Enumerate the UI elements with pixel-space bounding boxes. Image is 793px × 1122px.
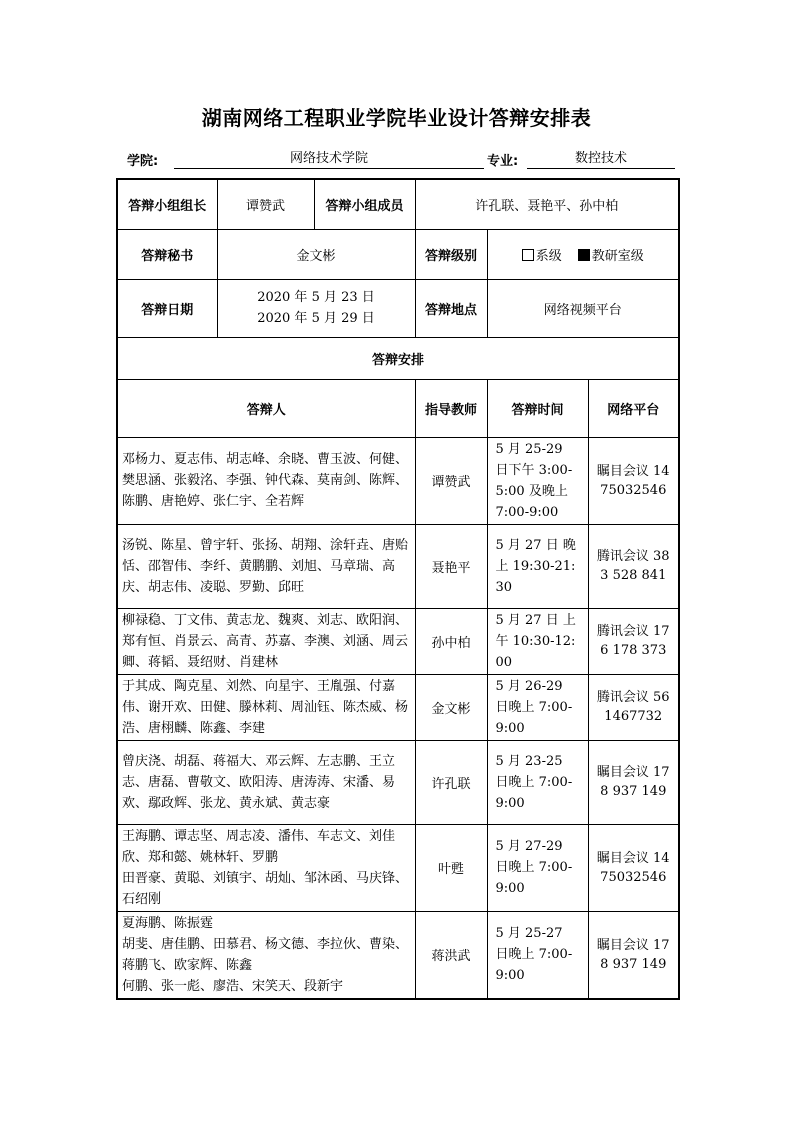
members-label: 答辩小组成员 — [314, 179, 415, 229]
table-row — [117, 608, 679, 674]
meta-line — [117, 150, 677, 172]
level-label: 答辩级别 — [415, 229, 487, 279]
students-cell: 邓杨力、夏志伟、胡志峰、余晓、曹玉波、何健、樊思涵、张毅洺、李强、钟代森、莫南剑、陈辉、陈鹏、唐艳婷、张仁宇、全若辉 — [117, 437, 415, 524]
leader-label: 答辩小组组长 — [117, 179, 217, 229]
time-cell: 5 月 27 日 晚上 19:30-21:30 — [487, 524, 588, 608]
header-students: 答辩人 — [117, 379, 415, 437]
teacher-cell: 许孔联 — [415, 740, 487, 824]
platform-cell: 瞩目会议 1475032546 — [588, 437, 679, 524]
students-cell: 王海鹏、谭志坚、周志凌、潘伟、车志文、刘佳欣、郑和懿、姚林轩、罗鹏 田晋豪、黄聪、刘镇宇、胡灿、邹沐函、马庆锋、石绍刚 — [117, 824, 415, 911]
teacher-cell: 谭赞武 — [415, 437, 487, 524]
table-row — [117, 911, 679, 999]
defense-schedule-table — [116, 178, 680, 1000]
students-cell: 曾庆浇、胡磊、蒋福大、邓云辉、左志鹏、王立志、唐磊、曹敬文、欧阳涛、唐涛涛、宋潘、易欢、鄢政辉、张龙、黄永斌、黄志豪 — [117, 740, 415, 824]
students-cell: 于其成、陶克星、刘然、向星宇、王胤强、付嘉伟、谢开欢、田健、滕林莉、周汕钰、陈杰威、杨浩、唐栩麟、陈鑫、李建 — [117, 674, 415, 740]
level-option-dept: 系级 — [535, 248, 562, 264]
section-title-row — [117, 337, 679, 379]
time-cell: 5 月 26-29 日晚上 7:00-9:00 — [487, 674, 588, 740]
platform-cell: 腾讯会议 561467732 — [588, 674, 679, 740]
level-options — [487, 229, 679, 279]
teacher-cell: 孙中柏 — [415, 608, 487, 674]
header-row — [117, 379, 679, 437]
level-option-office: 教研室级 — [591, 248, 644, 264]
college-value: 网络技术学院 — [174, 150, 484, 169]
major-label: 专业: — [487, 154, 519, 169]
college-label: 学院: — [127, 154, 159, 169]
platform-cell: 瞩目会议 1475032546 — [588, 824, 679, 911]
table-row — [117, 674, 679, 740]
students-cell: 汤锐、陈星、曾宇轩、张扬、胡翔、涂轩垚、唐贻恬、邵智伟、李纤、黄鹏鹏、刘旭、马章瑞、高庆、胡志伟、凌聪、罗勤、邱旺 — [117, 524, 415, 608]
date-line-1: 2020 年 5 月 23 日 — [257, 290, 375, 305]
teacher-cell: 聂艳平 — [415, 524, 487, 608]
date-line-2: 2020 年 5 月 29 日 — [257, 311, 375, 326]
leader-value: 谭赞武 — [217, 179, 314, 229]
table-row — [117, 524, 679, 608]
table-row — [117, 824, 679, 911]
filled-checkbox-icon — [578, 249, 590, 261]
place-value: 网络视频平台 — [487, 279, 679, 337]
platform-cell: 腾讯会议 383 528 841 — [588, 524, 679, 608]
secretary-label: 答辩秘书 — [117, 229, 217, 279]
time-cell: 5 月 23-25 日晚上 7:00-9:00 — [487, 740, 588, 824]
date-value — [217, 279, 415, 337]
date-row — [117, 279, 679, 337]
secretary-value: 金文彬 — [217, 229, 415, 279]
platform-cell: 腾讯会议 176 178 373 — [588, 608, 679, 674]
section-title: 答辩安排 — [117, 337, 679, 379]
students-cell: 夏海鹏、陈振霆 胡斐、唐佳鹏、田慕君、杨文德、李拉伙、曹染、蒋鹏飞、欧家辉、陈鑫 何鹏、张一彪、廖浩、宋笑天、段新宇 — [117, 911, 415, 999]
header-platform: 网络平台 — [588, 379, 679, 437]
time-cell: 5 月 25-29 日下午 3:00-5:00 及晚上 7:00-9:00 — [487, 437, 588, 524]
header-teacher: 指导教师 — [415, 379, 487, 437]
table-row — [117, 437, 679, 524]
teacher-cell: 金文彬 — [415, 674, 487, 740]
time-cell: 5 月 27 日 上午 10:30-12:00 — [487, 608, 588, 674]
date-label: 答辩日期 — [117, 279, 217, 337]
students-cell: 柳禄稳、丁文伟、黄志龙、魏爽、刘志、欧阳润、郑有恒、肖景云、高青、苏嘉、李澳、刘涵、周云卿、蒋韬、聂绍财、肖建林 — [117, 608, 415, 674]
teacher-cell: 叶甦 — [415, 824, 487, 911]
table-row — [117, 740, 679, 824]
platform-cell: 瞩目会议 178 937 149 — [588, 740, 679, 824]
page-title: 湖南网络工程职业学院毕业设计答辩安排表 — [201, 106, 592, 130]
secretary-row — [117, 229, 679, 279]
major-value: 数控技术 — [527, 150, 675, 169]
time-cell: 5 月 27-29 日晚上 7:00-9:00 — [487, 824, 588, 911]
header-time: 答辩时间 — [487, 379, 588, 437]
empty-checkbox-icon — [522, 249, 534, 261]
place-label: 答辩地点 — [415, 279, 487, 337]
members-value: 许孔联、聂艳平、孙中柏 — [415, 179, 679, 229]
leader-row — [117, 179, 679, 229]
teacher-cell: 蒋洪武 — [415, 911, 487, 999]
platform-cell: 瞩目会议 178 937 149 — [588, 911, 679, 999]
time-cell: 5 月 25-27 日晚上 7:00-9:00 — [487, 911, 588, 999]
